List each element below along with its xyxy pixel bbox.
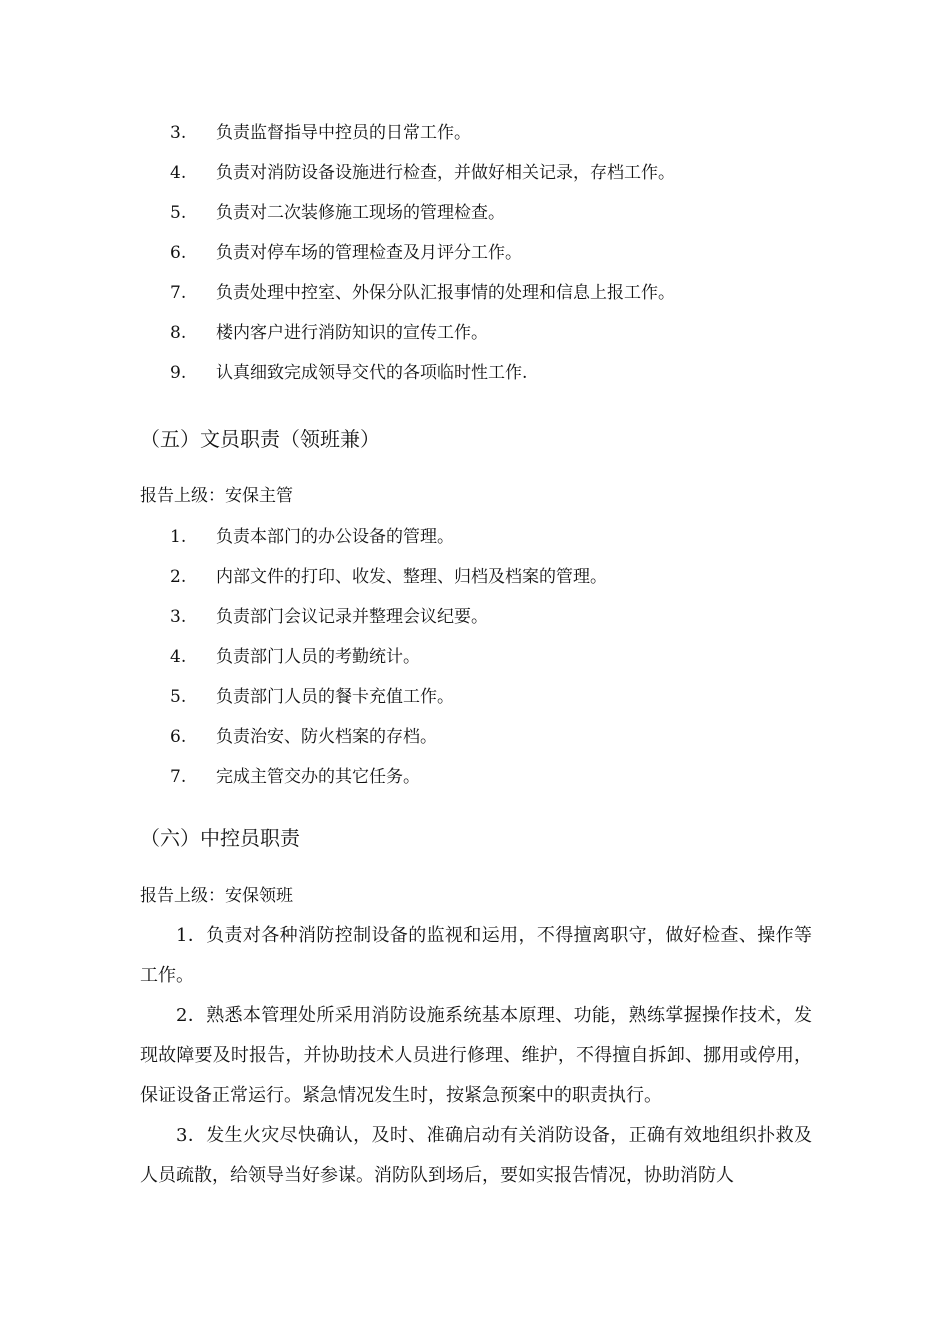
list-number: 1. <box>170 527 187 547</box>
list-number: 6. <box>170 243 187 263</box>
list-text: 负责部门会议记录并整理会议纪要。 <box>216 607 488 627</box>
list-text: 负责处理中控室、外保分队汇报事情的处理和信息上报工作。 <box>216 283 675 303</box>
list-number: 3. <box>170 123 187 143</box>
list-item <box>170 241 522 265</box>
list-text: 负责部门人员的考勤统计。 <box>216 647 420 667</box>
list-item <box>170 765 420 789</box>
list-item <box>170 525 454 549</box>
list-text: 负责治安、防火档案的存档。 <box>216 727 437 747</box>
duty-paragraph: 2．熟悉本管理处所采用消防设施系统基本原理、功能，熟练掌握操作技术，发现故障要及时报告，并协助技术人员进行修理、维护，不得擅自拆卸、挪用或停用，保证设备正常运行。紧急情况发生时，按紧急预案中的职责执行。 <box>140 1005 812 1106</box>
list-number: 2. <box>170 567 187 587</box>
duty-paragraph: 3．发生火灾尽快确认，及时、准确启动有关消防设备，正确有效地组织扑救及人员疏散，给领导当好参谋。消防队到场后，要如实报告情况，协助消防人 <box>140 1125 812 1186</box>
list-number: 3. <box>170 607 187 627</box>
list-text: 完成主管交办的其它任务。 <box>216 767 420 787</box>
list-text: 负责对二次装修施工现场的管理检查。 <box>216 203 505 223</box>
report-to-line: 报告上级：安保主管 <box>140 486 293 506</box>
list-number: 4. <box>170 163 187 183</box>
list-number: 9. <box>170 363 187 383</box>
list-number: 5. <box>170 203 187 223</box>
list-text: 负责对停车场的管理检查及月评分工作。 <box>216 243 522 263</box>
list-text: 认真细致完成领导交代的各项临时性工作. <box>216 363 528 383</box>
list-item <box>170 201 505 225</box>
list-item <box>170 361 527 385</box>
list-item <box>170 685 454 709</box>
list-item <box>170 645 420 669</box>
list-number: 6. <box>170 727 187 747</box>
list-number: 7. <box>170 767 187 787</box>
list-number: 5. <box>170 687 187 707</box>
section-heading: （六）中控员职责 <box>140 826 300 850</box>
list-item <box>170 281 675 305</box>
list-text: 负责部门人员的餐卡充值工作。 <box>216 687 454 707</box>
report-to-line: 报告上级：安保领班 <box>140 886 293 906</box>
list-text: 负责监督指导中控员的日常工作。 <box>216 123 471 143</box>
list-item <box>170 565 607 589</box>
list-text: 内部文件的打印、收发、整理、归档及档案的管理。 <box>216 567 607 587</box>
section-heading: （五）文员职责（领班兼） <box>140 427 380 451</box>
list-number: 7. <box>170 283 187 303</box>
list-text: 负责本部门的办公设备的管理。 <box>216 527 454 547</box>
list-item <box>170 121 471 145</box>
list-number: 4. <box>170 647 187 667</box>
list-text: 楼内客户进行消防知识的宣传工作。 <box>216 323 488 343</box>
duty-paragraph: 1．负责对各种消防控制设备的监视和运用，不得擅离职守，做好检查、操作等工作。 <box>140 925 812 986</box>
list-text: 负责对消防设备设施进行检查，并做好相关记录，存档工作。 <box>216 163 675 183</box>
list-item <box>170 321 488 345</box>
list-number: 8. <box>170 323 187 343</box>
list-item <box>170 161 675 185</box>
list-item <box>170 605 488 629</box>
list-item <box>170 725 437 749</box>
